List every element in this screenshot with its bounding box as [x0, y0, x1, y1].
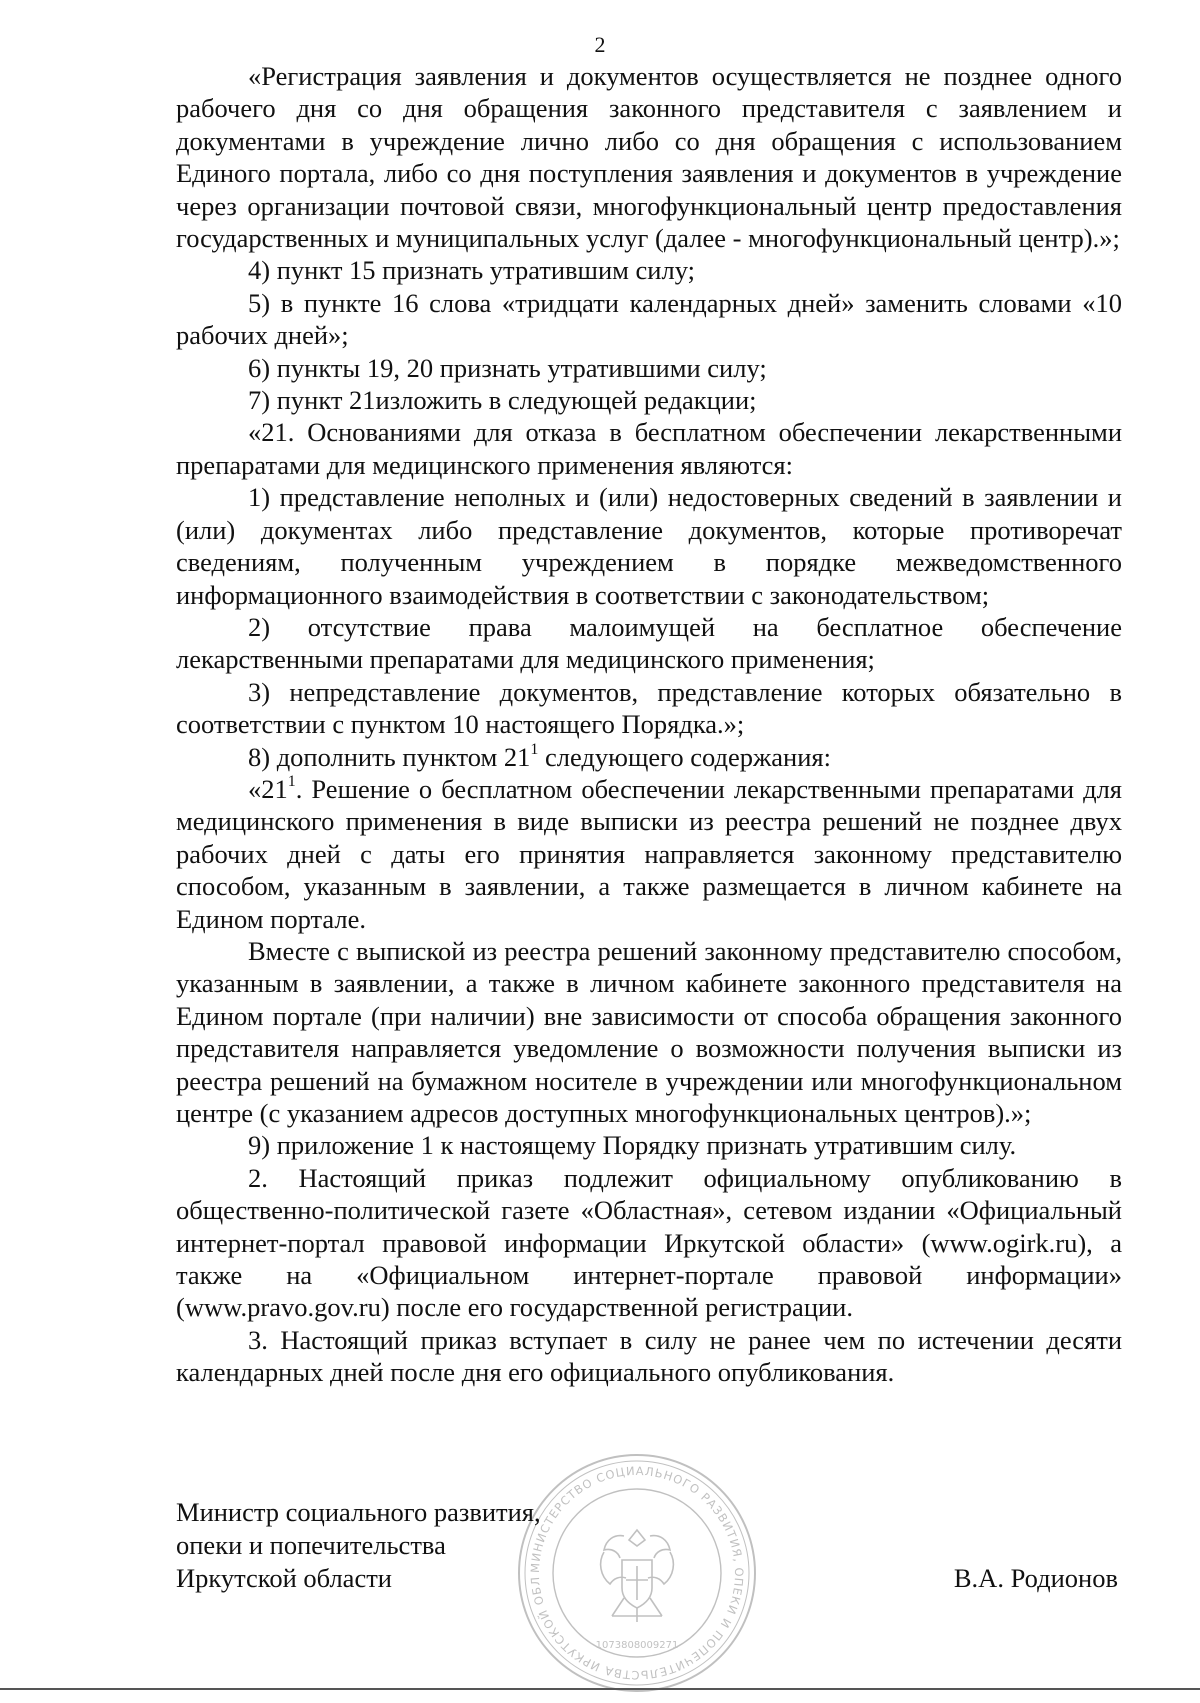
seal-code-text: 1073808009271: [595, 1640, 679, 1651]
paragraph-item-8: [176, 741, 1122, 773]
paragraph-clause-21-sub-1: 1) представление неполных и (или) недостоверных сведений в заявлении и (или) документах либо представление документов, которые противоречат сведениям, полученным учреждением в порядке межведомственного информационного взаимодействия в соответствии с законодательством;: [176, 482, 1122, 610]
signature-title-line-1: Министр социального развития,: [176, 1497, 541, 1527]
signature-block: [176, 1496, 1122, 1606]
superscript-1: 1: [287, 773, 296, 791]
paragraph-section-2: 2. Настоящий приказ подлежит официальному опубликованию в общественно-политической газете «Областная», сетевом издании «Официальный интернет-портал правовой информации Иркутской области» (www.ogirk.ru), а также на «Официальном интернет-портале правовой информации» (www.pravo.gov.ru) после его государственной регистрации.: [176, 1162, 1122, 1323]
signature-title-line-3: Иркутской области: [176, 1563, 392, 1593]
signature-title-line-2: опеки и попечительства: [176, 1530, 446, 1560]
paragraph-item-8-text: 8) дополнить пунктом 21: [248, 741, 531, 772]
paragraph-item-6: 6) пункты 19, 20 признать утратившими силу;: [248, 352, 767, 383]
paragraph-clause-21-sub-3: 3) непредставление документов, представление которых обязательно в соответствии с пунктом 10 настоящего Порядка.»;: [176, 676, 1122, 740]
paragraph-clause-21-1: [176, 773, 1122, 935]
paragraph-section-3: 3. Настоящий приказ вступает в силу не ранее чем по истечении десяти календарных дней после дня его официального опубликования.: [176, 1324, 1122, 1388]
paragraph-registration: «Регистрация заявления и документов осуществляется не позднее одного рабочего дня со дня обращения законного представителя с заявлением и документами в учреждение лично либо со дня обращения с использованием Единого портала, либо со дня поступления заявления и документов в учреждение через организации почтовой связи, многофункциональный центр предоставления государственных и муниципальных услуг (далее - многофункциональный центр).»;: [176, 61, 1122, 254]
signatory-name: В.А. Родионов: [953, 1563, 1118, 1593]
paragraph-item-5: 5) в пункте 16 слова «тридцати календарных дней» заменить словами «10 рабочих дней»;: [176, 287, 1122, 351]
document-body: [176, 60, 1122, 1389]
paragraph-item-4: 4) пункт 15 признать утратившим силу;: [248, 255, 695, 286]
paragraph-item-8-tail: следующего содержания:: [538, 741, 831, 772]
paragraph-clause-21-1-number: «21: [248, 773, 288, 804]
paragraph-notification: Вместе с выпиской из реестра решений законному представителю способом, указанным в заявлении, а также в личном кабинете законного представителя на Едином портале (при наличии) вне зависимости от способа обращения законного представителя направляется уведомление о возможности получения выписки из реестра решений на бумажном носителе в учреждении или многофункциональном центре (с указанием адресов доступных многофункциональных центров).»;: [176, 935, 1122, 1128]
paragraph-clause-21-1-text: . Решение о бесплатном обеспечении лекарственными препаратами для медицинского применения в виде выписки из реестра решений не позднее двух рабочих дней с даты его принятия направляется законному представителю способом, указанным в заявлении, а также размещается в личном кабинете на Едином портале.: [176, 773, 1122, 934]
paragraph-item-7: 7) пункт 21изложить в следующей редакции;: [248, 385, 757, 416]
paragraph-clause-21: «21. Основаниями для отказа в бесплатном обеспечении лекарственными препаратами для медицинского применения являются:: [176, 417, 1122, 480]
paragraph-item-9: 9) приложение 1 к настоящему Порядку признать утратившим силу.: [248, 1130, 1017, 1161]
seal-ring-text: МИНИСТЕРСТВО СОЦИАЛЬНОГО РАЗВИТИЯ, ОПЕКИ И ПОПЕЧИТЕЛЬСТВА ИРКУТСКОЙ ОБЛ: [527, 1463, 747, 1683]
paragraph-clause-21-sub-2: 2) отсутствие права малоимущей на бесплатное обеспечение лекарственными препаратами для медицинского применения;: [176, 611, 1122, 675]
bottom-divider: [0, 1688, 1200, 1690]
superscript-1: 1: [530, 740, 539, 758]
page-number: 2: [594, 32, 606, 57]
